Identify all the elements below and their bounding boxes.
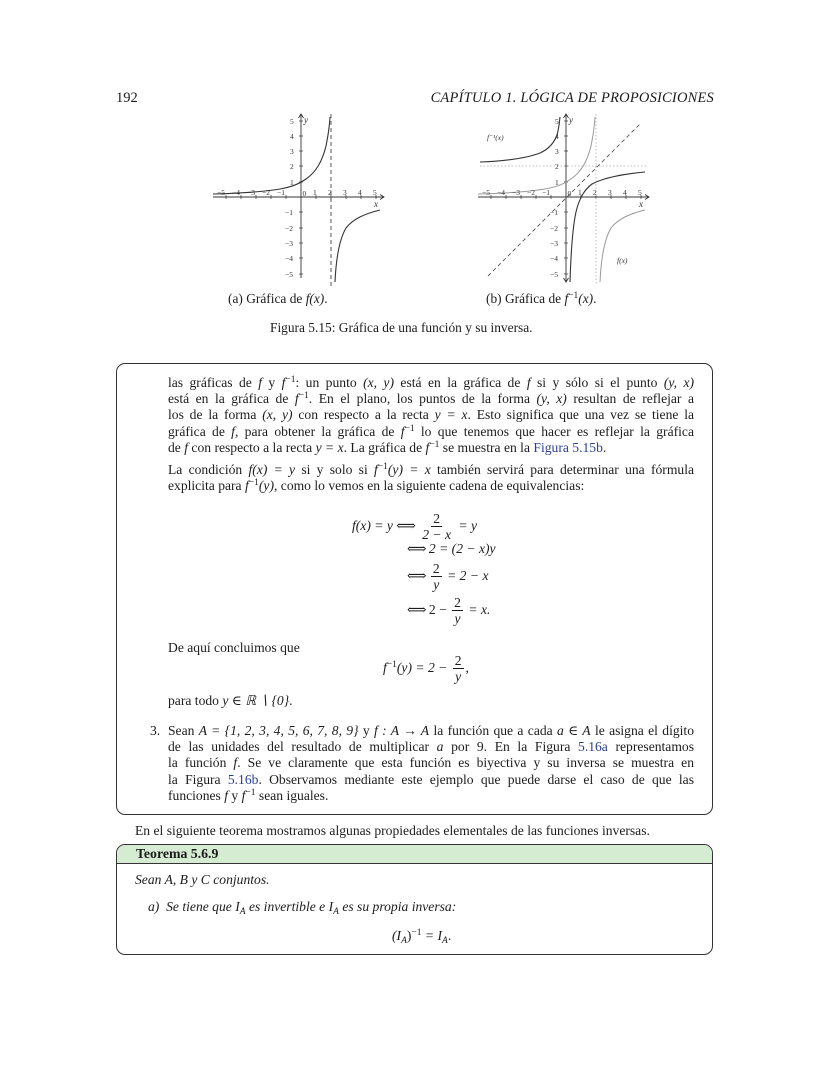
svg-text:5: 5 xyxy=(290,117,294,126)
svg-text:3: 3 xyxy=(555,147,559,156)
subcaption-a: (a) Gráfica de f(x). xyxy=(228,291,328,306)
running-head: CAPÍTULO 1. LÓGICA DE PROPOSICIONES xyxy=(430,90,714,106)
line-y-equals-x xyxy=(488,123,641,276)
svg-text:4: 4 xyxy=(358,188,362,197)
conclusion-equation: $f^{-1}(y) = 2$ − $\frac{2}{y}$ , xyxy=(383,653,469,684)
svg-text:−5: −5 xyxy=(285,270,293,279)
link-figure-5-16b[interactable]: 5.16b xyxy=(227,771,259,787)
theorem-item-a-equation: $(I_A)^{-1} = I_A$. xyxy=(392,928,452,946)
svg-text:−1: −1 xyxy=(277,188,285,197)
svg-text:0: 0 xyxy=(302,189,307,198)
theorem-header xyxy=(117,845,712,864)
link-figure-5-15b[interactable]: Figura 5.15b xyxy=(533,439,603,455)
svg-text:0: 0 xyxy=(567,189,572,198)
plot-f-inverse xyxy=(470,110,660,290)
svg-text:3: 3 xyxy=(290,147,294,156)
item-3-text: Sean A = {1, 2, 3, 4, 5, 6, 7, 8, 9} y f : A → A la función que a cada a ∈ A le asigna el dígito de las unidades del resultado de multiplicar a por 9. En la Figura 5.16a representamos la función f. Se ve claramente que esta función es biyectiva y su inversa se muestra en la Figura 5.16b. Observamos mediante este ejemplo que puede darse el caso de que las funciones f y $f^{-1}$ sean iguales. xyxy=(168,723,695,803)
svg-text:−3: −3 xyxy=(550,239,558,248)
svg-text:−4: −4 xyxy=(550,254,558,263)
figure-caption: Figura 5.15: Gráfica de una función y su inversa. xyxy=(270,320,533,335)
eq-row-2: ⟺ 2 = (2 − x)y xyxy=(407,541,496,556)
svg-text:2: 2 xyxy=(593,188,597,197)
svg-text:−4: −4 xyxy=(285,254,293,263)
eq-row-3: ⟺ $\frac{2}{y}$ = 2 − x xyxy=(407,561,489,592)
svg-text:−5: −5 xyxy=(482,188,490,197)
curve-f-right xyxy=(335,210,380,282)
conclusion-intro: De aquí concluimos que xyxy=(168,640,300,655)
conclusion-domain: para todo y ∈ ℝ ∖ {0}. xyxy=(168,693,293,708)
theorem-intro: En el siguiente teorema mostramos algunas propiedades elementales de las funciones inversas. xyxy=(135,823,650,838)
curve-f-left xyxy=(213,117,330,194)
svg-text:−2: −2 xyxy=(550,224,558,233)
theorem-statement: Sean A, B y C conjuntos. xyxy=(135,872,270,887)
svg-text:y: y xyxy=(304,115,308,125)
paragraph-condition: La condición f(x) = y si y solo si $f^{-1}(y) = x$ también servirá para determinar una fórmula explicita para $f^{-1}(y)$, como lo vemos en la siguiente cadena de equivalencias: xyxy=(168,462,695,494)
theorem-title: Teorema 5.6.9 xyxy=(136,846,219,861)
svg-text:−4: −4 xyxy=(232,188,240,197)
svg-text:5: 5 xyxy=(373,188,377,197)
svg-text:4: 4 xyxy=(623,188,627,197)
svg-text:x: x xyxy=(639,199,643,209)
svg-text:−1: −1 xyxy=(550,208,558,217)
item-3-marker: 3. xyxy=(150,723,161,738)
page-number: 192 xyxy=(116,90,138,106)
svg-text:−3: −3 xyxy=(247,188,255,197)
svg-text:−1: −1 xyxy=(542,188,550,197)
svg-text:1: 1 xyxy=(290,178,294,187)
label-f: f(x) xyxy=(617,256,628,265)
svg-text:−2: −2 xyxy=(527,188,535,197)
subcaption-b: (b) Gráfica de $f^{-1}(x)$. xyxy=(486,291,597,306)
svg-text:2: 2 xyxy=(290,162,294,171)
svg-text:−2: −2 xyxy=(262,188,270,197)
svg-text:2: 2 xyxy=(555,162,559,171)
svg-text:−4: −4 xyxy=(497,188,505,197)
curve-f-light-right xyxy=(600,210,645,282)
svg-text:2: 2 xyxy=(328,188,332,197)
svg-text:−1: −1 xyxy=(285,208,293,217)
label-finv: f⁻¹(x) xyxy=(487,133,504,142)
svg-text:5: 5 xyxy=(555,117,559,126)
svg-text:4: 4 xyxy=(555,132,559,141)
svg-text:4: 4 xyxy=(290,132,294,141)
svg-text:5: 5 xyxy=(638,188,642,197)
svg-text:−5: −5 xyxy=(550,270,558,279)
svg-text:−3: −3 xyxy=(285,239,293,248)
svg-text:3: 3 xyxy=(343,188,347,197)
svg-text:−2: −2 xyxy=(285,224,293,233)
plot-f xyxy=(205,110,395,290)
svg-text:y: y xyxy=(569,115,573,125)
eq-row-4: ⟺ 2 − $\frac{2}{y}$ = x. xyxy=(407,595,491,626)
link-figure-5-16a[interactable]: 5.16a xyxy=(578,739,608,755)
svg-text:3: 3 xyxy=(608,188,612,197)
svg-text:−3: −3 xyxy=(512,188,520,197)
svg-text:1: 1 xyxy=(313,188,317,197)
svg-text:1: 1 xyxy=(578,188,582,197)
eq-row-1: f(x) = y ⟺ $\frac{2}{2 - x}$ = y xyxy=(352,511,478,542)
curve-f-light-left xyxy=(478,117,595,194)
svg-text:−5: −5 xyxy=(217,188,225,197)
theorem-item-a: a) Se tiene que $I_A$ es invertible e $I_A$ es su propia inversa: xyxy=(148,899,457,917)
svg-text:x: x xyxy=(374,199,378,209)
svg-text:1: 1 xyxy=(555,178,559,187)
paragraph-reflection: las gráficas de f y $f^{-1}$: un punto (x, y) está en la gráfica de f si y sólo si el punto (y, x) está en la gráfica de $f^{-1}$. En el plano, los puntos de la forma (y, x) resultan de reflejar a los de la forma (x, y) con respecto a la recta y = x. Esto significa que una vez se tiene la gráfica de f, para obtener la gráfica de $f^{-1}$ lo que tenemos que hacer es reflejar la gráfica de f con respecto a la recta y = x. La gráfica de $f^{-1}$ se muestra en la Figura 5.15b. xyxy=(168,375,695,455)
